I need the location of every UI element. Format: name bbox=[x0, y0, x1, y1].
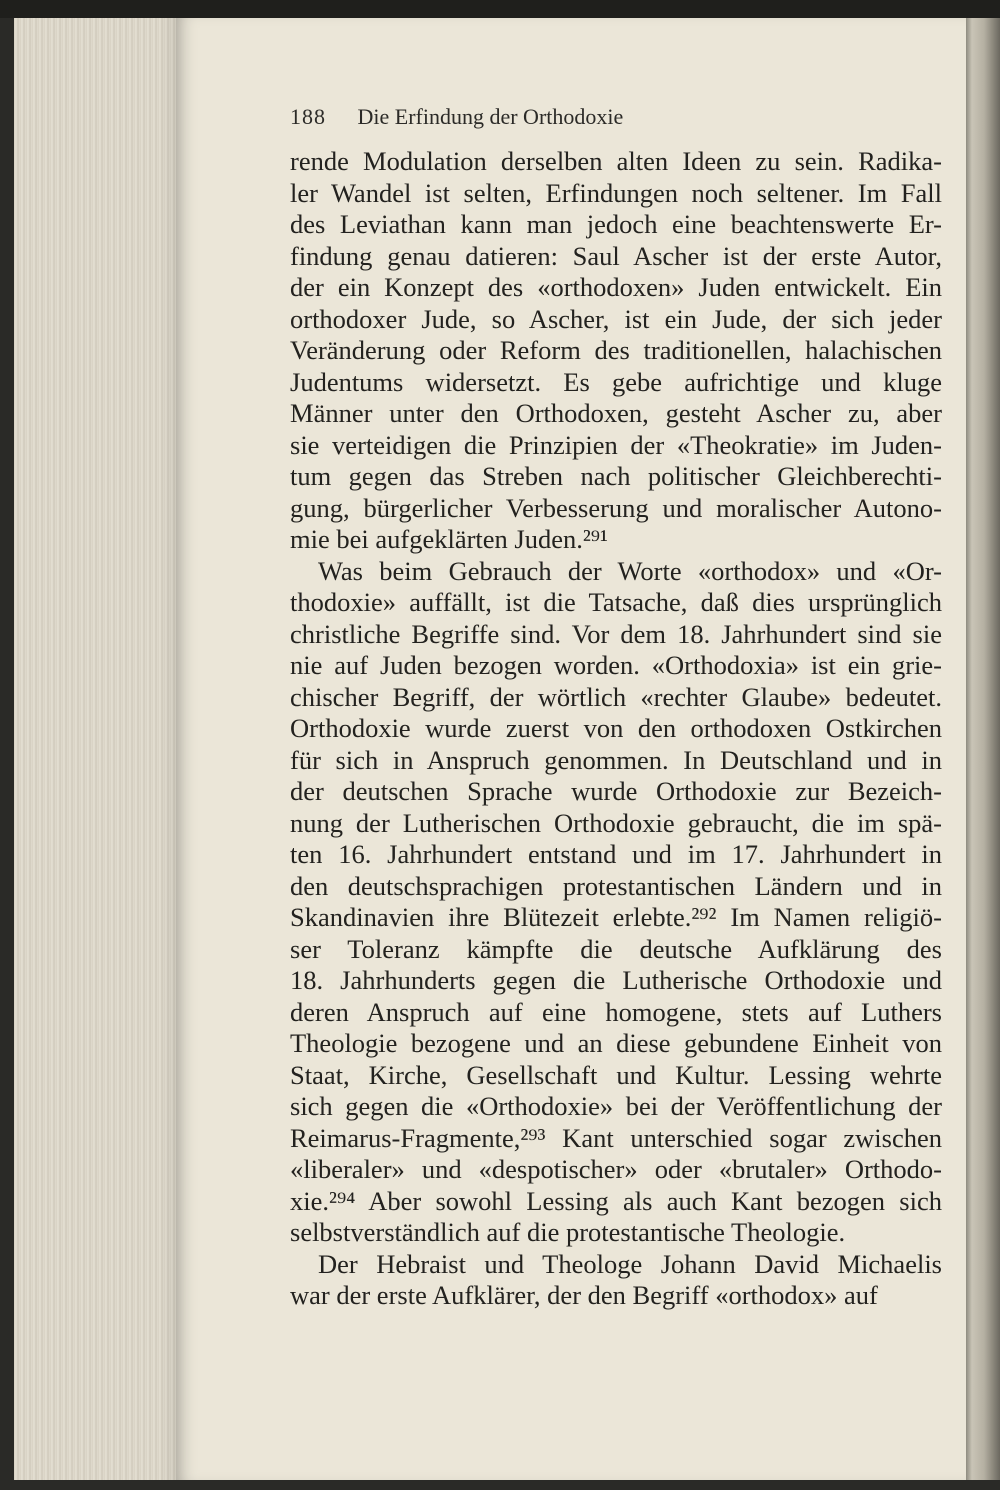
text-line: den deutschsprachigen protestantischen Ländern und in bbox=[290, 870, 942, 901]
text-line: Orthodoxie wurde zuerst von den orthodoxen Ostkirchen bbox=[290, 713, 942, 743]
text-line: Männer unter den Orthodoxen, gesteht Ascher zu, aber bbox=[290, 398, 942, 428]
text-line: der ein Konzept des «orthodoxen» Juden entwickelt. Ein bbox=[290, 272, 942, 302]
text-line: des Leviathan kann man jedoch eine beachtenswerte Er- bbox=[290, 209, 942, 239]
text-line: sich gegen die «Orthodoxie» bei der Veröffentlichung der bbox=[290, 1091, 942, 1121]
text-line: 18. Jahrhunderts gegen die Lutherische Orthodoxie und bbox=[290, 965, 942, 995]
text-line: christliche Begriffe sind. Vor dem 18. Jahrhundert sind sie bbox=[290, 618, 942, 649]
running-header bbox=[290, 104, 950, 130]
text-line: Judentums widersetzt. Es gebe aufrichtige und kluge bbox=[290, 366, 942, 397]
text-line: rende Modulation derselben alten Ideen zu sein. Radika- bbox=[290, 146, 942, 176]
text-line: nie auf Juden bezogen worden. «Orthodoxia» ist ein grie- bbox=[290, 650, 942, 680]
text-line: «liberaler» und «despotischer» oder «brutaler» Orthodo- bbox=[290, 1154, 942, 1184]
text-line: chischer Begriff, der wörtlich «rechter Glaube» bedeutet. bbox=[290, 681, 942, 712]
text-line: ser Toleranz kämpfte die deutsche Aufklärung des bbox=[290, 933, 942, 964]
text-line: orthodoxer Jude, so Ascher, ist ein Jude, der sich jeder bbox=[290, 303, 942, 334]
text-line: ler Wandel ist selten, Erfindungen noch seltener. Im Fall bbox=[290, 177, 942, 208]
text-line: Der Hebraist und Theologe Johann David Michaelis bbox=[318, 1248, 942, 1279]
paragraph bbox=[290, 556, 942, 1249]
text-line: xie.²⁹⁴ Aber sowohl Lessing als auch Kant bezogen sich bbox=[290, 1185, 942, 1216]
text-line: findung genau datieren: Saul Ascher ist der erste Autor, bbox=[290, 240, 942, 271]
text-line: selbstverständlich auf die protestantische Theologie. bbox=[290, 1217, 846, 1247]
text-line: Veränderung oder Reform des traditionellen, halachischen bbox=[290, 335, 942, 365]
text-line: deren Anspruch auf eine homogene, stets auf Luthers bbox=[290, 996, 942, 1027]
text-line: sie verteidigen die Prinzipien der «Theokratie» im Juden- bbox=[290, 429, 942, 460]
book-spine-edge bbox=[966, 18, 1000, 1480]
text-line: für sich in Anspruch genommen. In Deutschland und in bbox=[290, 744, 942, 775]
page-number: 188 bbox=[290, 104, 326, 129]
scan-top-border bbox=[0, 0, 1000, 18]
running-title: Die Erfindung der Orthodoxie bbox=[357, 104, 624, 129]
text-line: nung der Lutherischen Orthodoxie gebraucht, die im spä- bbox=[290, 807, 942, 838]
paragraph bbox=[290, 146, 942, 556]
text-line: Skandinavien ihre Blütezeit erlebte.²⁹² Im Namen religiö- bbox=[290, 902, 942, 932]
text-line: thodoxie» auffällt, ist die Tatsache, daß dies ursprünglich bbox=[290, 587, 942, 617]
text-line: tum gegen das Streben nach politischer Gleichberechti- bbox=[290, 461, 942, 491]
text-line: war der erste Aufklärer, der den Begriff «orthodox» auf bbox=[290, 1280, 878, 1310]
text-line: Reimarus-Fragmente,²⁹³ Kant unterschied sogar zwischen bbox=[290, 1122, 942, 1153]
page-stack-edge bbox=[14, 18, 184, 1480]
body-text bbox=[290, 146, 942, 1312]
text-line: ten 16. Jahrhundert entstand und im 17. Jahrhundert in bbox=[290, 839, 942, 869]
text-line: der deutschen Sprache wurde Orthodoxie zur Bezeich- bbox=[290, 776, 942, 806]
paragraph bbox=[290, 1249, 942, 1312]
text-line: gung, bürgerlicher Verbesserung und moralischer Autono- bbox=[290, 492, 942, 523]
text-line: mie bei aufgeklärten Juden.²⁹¹ bbox=[290, 524, 608, 554]
text-line: Theologie bezogene und an diese gebundene Einheit von bbox=[290, 1028, 942, 1058]
text-line: Staat, Kirche, Gesellschaft und Kultur. Lessing wehrte bbox=[290, 1059, 942, 1090]
text-line: Was beim Gebrauch der Worte «orthodox» und «Or- bbox=[318, 555, 942, 586]
